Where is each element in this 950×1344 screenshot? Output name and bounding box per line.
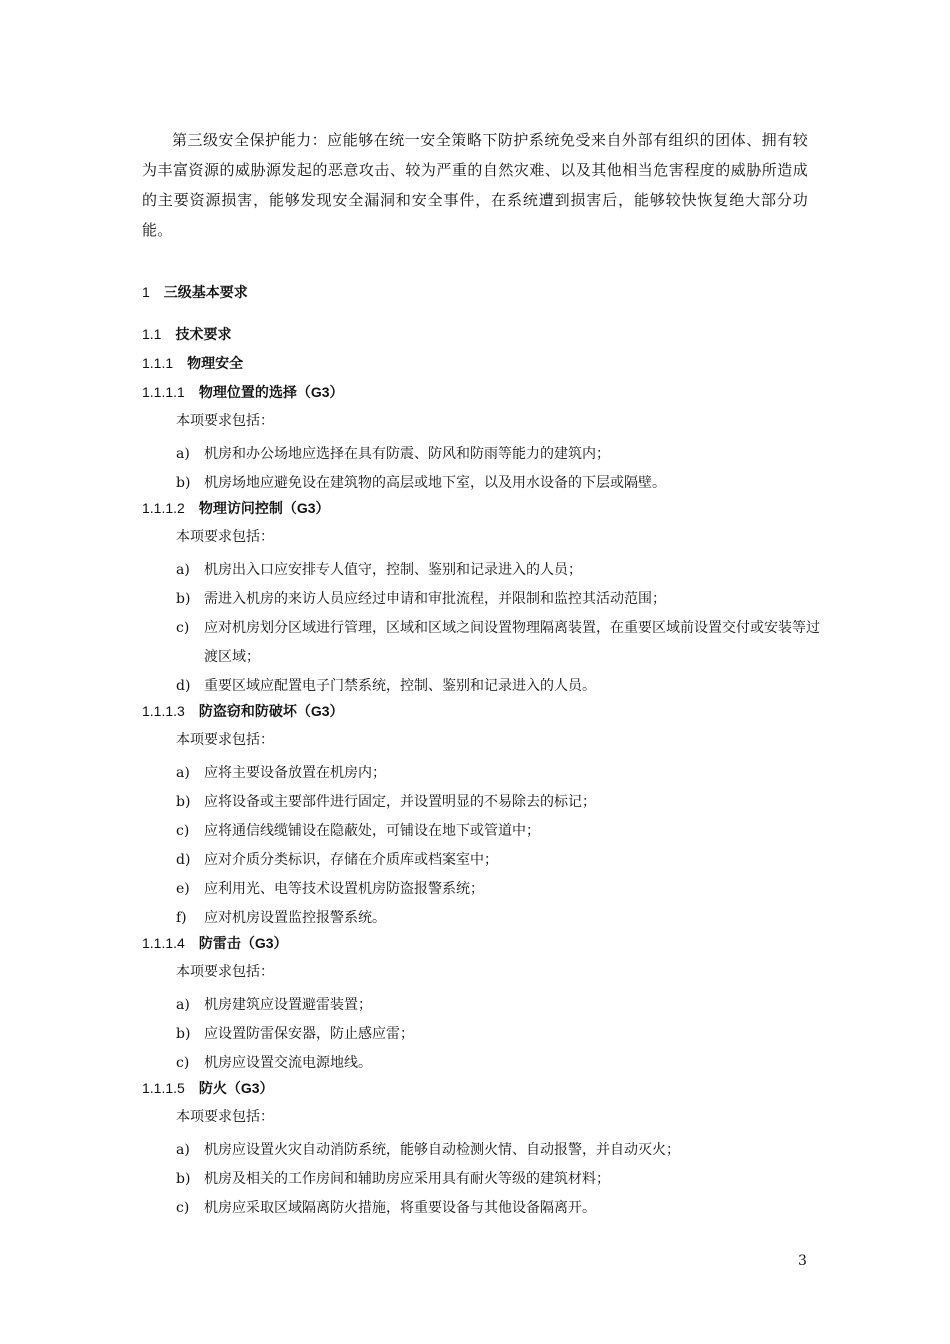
requirement-item (142, 1165, 822, 1194)
heading-1-number: 1 (142, 284, 150, 300)
item-label: a) (176, 765, 190, 781)
requirement-item (142, 875, 822, 904)
section-number: 1.1.1.2 (142, 500, 185, 516)
section-heading (142, 498, 822, 527)
requirement-item (142, 614, 822, 672)
item-label: c) (176, 823, 190, 839)
item-label: a) (176, 446, 190, 462)
requirement-item (142, 788, 822, 817)
item-text: 机房应设置交流电源地线。 (204, 1055, 372, 1071)
page-number: 3 (798, 1253, 807, 1269)
requirement-item (142, 759, 822, 788)
item-label: c) (176, 1055, 190, 1071)
item-text: 应利用光、电等技术设置机房防盗报警系统； (204, 881, 484, 897)
section-number: 1.1.1.1 (142, 384, 185, 400)
item-label: a) (176, 1142, 190, 1158)
section-heading (142, 382, 822, 411)
item-label: b) (176, 794, 191, 810)
item-text: 需进入机房的来访人员应经过申请和审批流程，并限制和监控其活动范围； (204, 591, 666, 607)
item-text: 机房和办公场地应选择在具有防震、防风和防雨等能力的建筑内； (204, 446, 610, 462)
requirement-item (142, 817, 822, 846)
item-label: b) (176, 1026, 191, 1042)
requirement-item (142, 556, 822, 585)
item-text: 应对介质分类标识，存储在介质库或档案室中； (204, 852, 498, 868)
heading-2-text: 技术要求 (175, 326, 232, 342)
item-label: c) (176, 1200, 190, 1216)
item-label: e) (176, 881, 190, 897)
heading-2 (142, 324, 231, 344)
item-text: 应对机房设置监控报警系统。 (204, 910, 386, 926)
section-title: 防火（G3） (198, 1080, 274, 1096)
section-title: 物理位置的选择（G3） (198, 384, 344, 400)
requirement-item (142, 1049, 822, 1078)
heading-1 (142, 282, 248, 302)
item-text: 应将通信线缆铺设在隐蔽处，可铺设在地下或管道中； (204, 823, 540, 839)
section-heading (142, 1078, 822, 1107)
item-label: d) (176, 852, 191, 868)
requirement-item (142, 440, 822, 469)
item-label: f) (176, 910, 187, 926)
heading-3 (142, 353, 243, 373)
section-lead: 本项要求包括： (176, 529, 274, 545)
section-lead: 本项要求包括： (176, 732, 274, 748)
section-lead: 本项要求包括： (176, 964, 274, 980)
section-heading (142, 701, 822, 730)
item-text: 机房及相关的工作房间和辅助房应采用具有耐火等级的建筑材料； (204, 1171, 610, 1187)
item-text: 应将主要设备放置在机房内； (204, 765, 386, 781)
item-label: a) (176, 997, 190, 1013)
requirement-item (142, 469, 822, 498)
requirement-item (142, 991, 822, 1020)
item-text: 应对机房划分区域进行管理，区域和区域之间设置物理隔离装置，在重要区域前设置交付或安装等过渡区域； (204, 620, 820, 665)
section-lead: 本项要求包括： (176, 413, 274, 429)
item-label: b) (176, 475, 191, 491)
requirement-item (142, 1194, 822, 1223)
item-text: 重要区域应配置电子门禁系统，控制、鉴别和记录进入的人员。 (204, 678, 596, 694)
item-text: 机房应设置火灾自动消防系统，能够自动检测火情、自动报警，并自动灭火； (204, 1142, 680, 1158)
section-title: 物理访问控制（G3） (198, 500, 330, 516)
requirement-item (142, 846, 822, 875)
heading-3-text: 物理安全 (187, 355, 244, 371)
requirement-sections (142, 382, 822, 1223)
requirement-item (142, 904, 822, 933)
item-text: 应将设备或主要部件进行固定，并设置明显的不易除去的标记； (204, 794, 596, 810)
heading-1-text: 三级基本要求 (163, 284, 248, 300)
requirement-item (142, 1136, 822, 1165)
section-title: 防雷击（G3） (198, 935, 288, 951)
item-text: 机房建筑应设置避雷装置； (204, 997, 372, 1013)
requirement-item (142, 672, 822, 701)
section-number: 1.1.1.5 (142, 1080, 185, 1096)
section-heading (142, 933, 822, 962)
requirement-item (142, 1020, 822, 1049)
section-number: 1.1.1.3 (142, 703, 185, 719)
item-text: 应设置防雷保安器，防止感应雷； (204, 1026, 414, 1042)
section-lead: 本项要求包括： (176, 1109, 274, 1125)
heading-3-number: 1.1.1 (142, 355, 174, 371)
item-label: a) (176, 562, 190, 578)
item-label: b) (176, 1171, 191, 1187)
item-text: 机房出入口应安排专人值守，控制、鉴别和记录进入的人员； (204, 562, 582, 578)
intro-paragraph: 第三级安全保护能力：应能够在统一安全策略下防护系统免受来自外部有组织的团体、拥有较为丰富资源的威胁源发起的恶意攻击、较为严重的自然灾难、以及其他相当危害程度的威胁所造成的主要资源损害，能够发现安全漏洞和安全事件，在系统遭到损害后，能够较快恢复绝大部分功能。 (142, 131, 808, 239)
section-title: 防盗窃和防破坏（G3） (198, 703, 344, 719)
heading-2-number: 1.1 (142, 326, 162, 342)
item-label: c) (176, 620, 190, 636)
item-label: b) (176, 591, 191, 607)
item-text: 机房场地应避免设在建筑物的高层或地下室，以及用水设备的下层或隔壁。 (204, 475, 666, 491)
requirement-item (142, 585, 822, 614)
item-label: d) (176, 678, 191, 694)
item-text: 机房应采取区域隔离防火措施，将重要设备与其他设备隔离开。 (204, 1200, 596, 1216)
section-number: 1.1.1.4 (142, 935, 185, 951)
